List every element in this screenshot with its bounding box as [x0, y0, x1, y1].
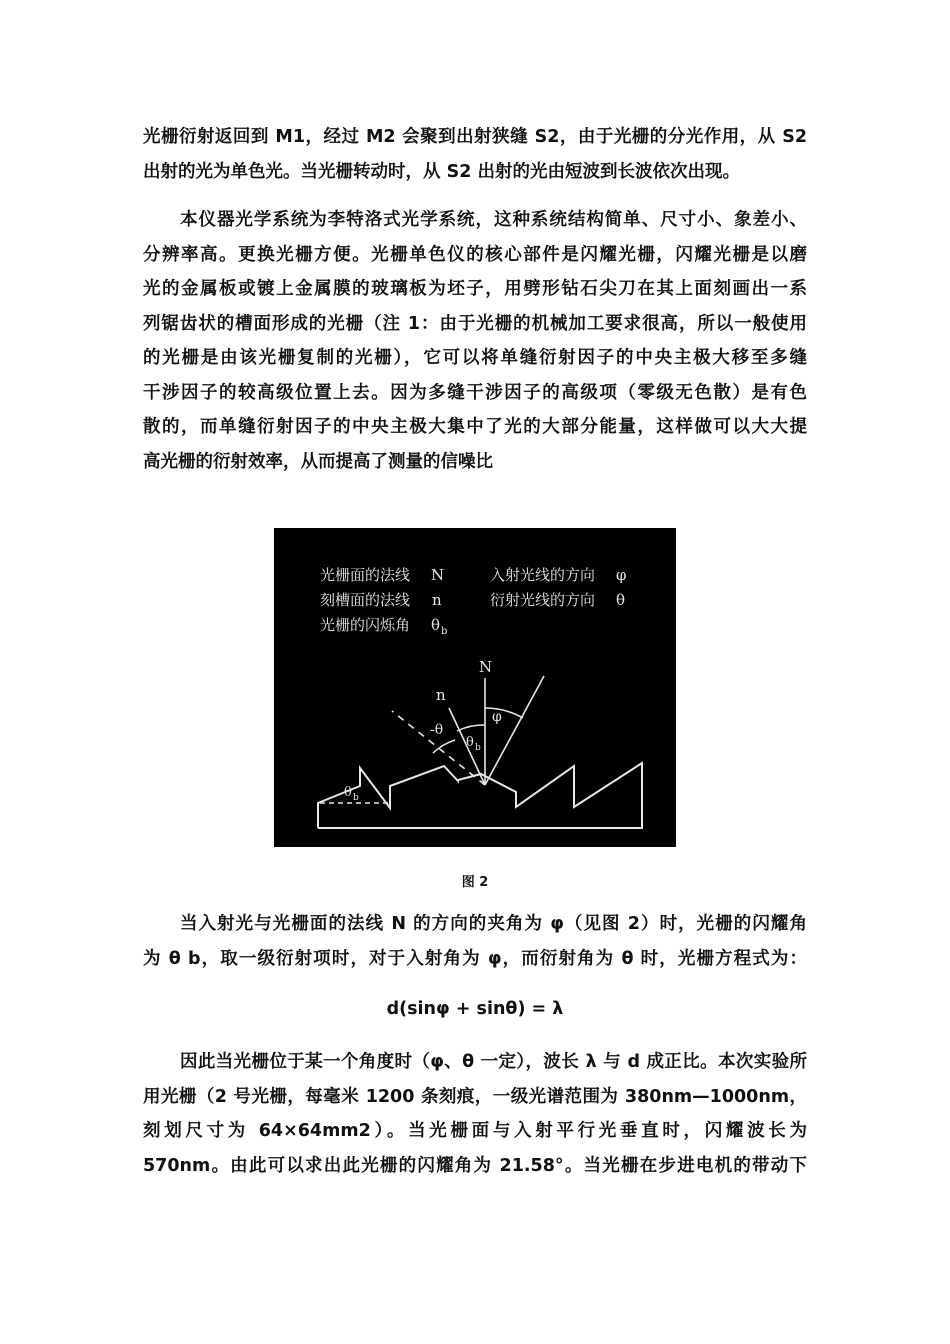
legend-blaze-angle: 光栅的闪烁角: [320, 616, 411, 634]
legend-blaze-angle-subscript: b: [441, 626, 448, 637]
paragraph-3-line-1: 当入射光与光栅面的法线 N 的方向的夹角为 φ（见图 2）时，光栅的闪耀角: [180, 914, 807, 934]
paragraph-4-line-4: 570nm。由此可以求出此光栅的闪耀角为 21.58°。当光栅在步进电机的带动下: [143, 1155, 807, 1176]
incident-ray: [485, 676, 544, 785]
figure-caption: 图 2: [461, 875, 489, 890]
label-phi: φ: [492, 709, 502, 725]
paragraph-2-line-5: 的光栅是由该光栅复制的光栅），它可以将单缝衍射因子的中央主极大移至多缝: [143, 348, 807, 368]
paragraph-4: [143, 1045, 807, 1183]
paragraph-1: [143, 120, 807, 189]
paragraph-3: [143, 907, 807, 976]
paragraph-1-line-1: 光栅衍射返回到 M1，经过 M2 会聚到出射狭缝 S2，由于光栅的分光作用，从 S2: [143, 127, 807, 147]
blazed-grating-figure: [274, 528, 676, 847]
legend-incident-symbol: φ: [616, 566, 627, 584]
paragraph-4-line-1: 因此当光栅位于某一个角度时（φ、θ 一定），波长 λ 与 d 成正比。本次实验所: [180, 1052, 807, 1072]
legend-groove-normal-symbol: n: [432, 591, 442, 609]
paragraph-1-line-2: 出射的光为单色光。当光栅转动时，从 S2 出射的光由短波到长波依次出现。: [143, 161, 740, 182]
label-theta-b-base-subscript: b: [353, 793, 359, 803]
paragraph-2: [143, 203, 807, 479]
paragraph-4-line-3: 刻划尺寸为 64×64mm2）。当光栅面与入射平行光垂直时，闪耀波长为: [143, 1121, 807, 1141]
legend-groove-normal: 刻槽面的法线: [320, 591, 411, 609]
paragraph-2-line-1: 本仪器光学系统为李特洛式光学系统，这种系统结构简单、尺寸小、象差小、: [180, 210, 807, 230]
theta-b-arc: [457, 725, 485, 731]
label-n: n: [436, 686, 446, 704]
grating-equation: d(sinφ + sinθ) = λ: [386, 999, 564, 1019]
grating-diagram: [274, 528, 676, 847]
legend-diffracted: 衍射光线的方向: [490, 591, 596, 609]
paragraph-3-line-2: 为 θ b，取一级衍射项时，对于入射角为 φ，而衍射角为 θ 时，光栅方程式为：: [143, 948, 807, 969]
paragraph-2-line-3: 光的金属板或镀上金属膜的玻璃板为坯子，用劈形钻石尖刀在其上面刻画出一系: [143, 279, 807, 299]
neg-theta-arc: [433, 740, 455, 753]
phi-arc: [485, 708, 523, 718]
label-neg-theta: -θ: [430, 722, 444, 738]
legend-grating-normal: 光栅面的法线: [320, 566, 411, 584]
paragraph-2-line-8: 高光栅的衍射效率，从而提高了测量的信噪比: [143, 451, 493, 472]
label-theta-b: θ: [466, 735, 474, 750]
legend-diffracted-symbol: θ: [616, 591, 626, 609]
paragraph-2-line-6: 干涉因子的较高级位置上去。因为多缝干涉因子的高级项（零级无色散）是有色: [143, 382, 807, 403]
paragraph-4-line-2: 用光栅（2 号光栅，每毫米 1200 条刻痕，一级光谱范围为 380nm—1000nm，: [143, 1086, 807, 1107]
paragraph-2-line-7: 散的，而单缝衍射因子的中央主极大集中了光的大部分能量，这样做可以大大提: [143, 417, 807, 437]
paragraph-2-line-2: 分辨率高。更换光栅方便。光栅单色仪的核心部件是闪耀光栅，闪耀光栅是以磨: [143, 244, 807, 265]
label-theta-b-subscript: b: [475, 743, 481, 753]
label-N: N: [479, 658, 493, 676]
legend-grating-normal-symbol: N: [431, 566, 445, 584]
legend-blaze-angle-symbol: θ: [431, 616, 441, 634]
legend-incident: 入射光线的方向: [490, 566, 596, 584]
paragraph-2-line-4: 列锯齿状的槽面形成的光栅（注 1：由于光栅的机械加工要求很高，所以一般使用: [143, 313, 807, 334]
label-theta-b-base: θ: [344, 785, 352, 800]
